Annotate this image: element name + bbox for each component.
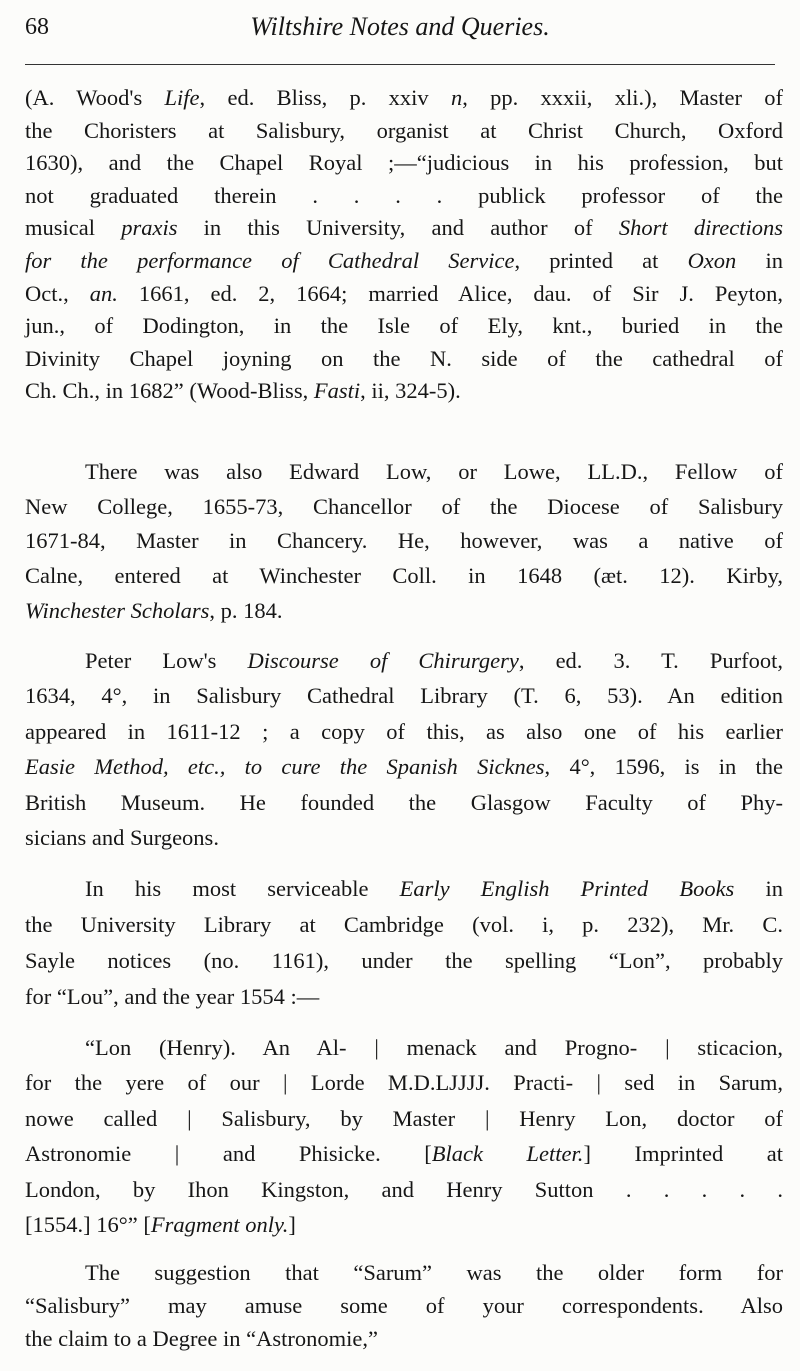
text-line	[25, 147, 783, 180]
italic-text: Short directions	[618, 215, 783, 241]
text-segment: sicians and Surgeons.	[25, 824, 219, 850]
paragraph	[25, 643, 783, 855]
italic-text: Early English Printed Books	[399, 876, 735, 901]
text-line	[25, 559, 783, 594]
italic-text: an.	[89, 280, 118, 306]
text-line	[25, 180, 783, 213]
text-segment: Peter Low's	[85, 648, 248, 673]
italic-text: Black Letter.	[431, 1141, 584, 1167]
text-segment: New College, 1655-73, Chancellor of the Diocese of Salisbury	[25, 493, 783, 519]
italic-text: Oxon	[687, 247, 737, 273]
text-line	[25, 820, 783, 855]
text-segment: , ed. Bliss, p. xxiv	[199, 85, 451, 110]
text-line	[25, 278, 783, 311]
text-segment: 1671-84, Master in Chancery. He, however, was a native of	[25, 528, 783, 554]
text-segment: “Salisbury” may amuse some of your correspondents. Also	[25, 1293, 783, 1318]
text-segment: for “Lou”, and the year 1554 :—	[25, 984, 320, 1009]
text-segment: ]	[288, 1211, 296, 1237]
text-segment: Astronomie | and Phisicke. [	[25, 1141, 432, 1167]
text-line	[25, 1136, 783, 1171]
italic-text: Fragment only.	[150, 1211, 289, 1237]
text-segment: nowe called | Salisbury, by Master | Henry Lon, doctor of	[25, 1105, 783, 1131]
text-line	[25, 1065, 783, 1100]
paragraph	[25, 1256, 783, 1355]
paragraph	[25, 871, 783, 1015]
text-line	[25, 455, 783, 490]
running-title: Wiltshire Notes and Queries.	[250, 12, 550, 41]
text-segment: in	[736, 247, 783, 273]
text-segment: the claim to a Degree in “Astronomie,”	[25, 1326, 378, 1351]
text-line	[25, 343, 783, 376]
text-line	[25, 678, 783, 713]
text-segment: in	[734, 876, 783, 901]
text-segment: Oct.,	[25, 280, 90, 306]
italic-text: praxis	[121, 215, 178, 241]
text-line	[25, 1256, 783, 1289]
text-segment: London, by Ihon Kingston, and Henry Sutton . . . . .	[25, 1176, 783, 1202]
paragraph	[25, 1030, 783, 1242]
text-segment: , p. 184.	[209, 597, 283, 623]
page-number: 68	[25, 14, 49, 40]
text-segment: Sayle notices (no. 1161), under the spelling “Lon”, probably	[25, 948, 783, 973]
italic-text: Discourse of Chirurgery	[247, 648, 519, 673]
text-line	[25, 1172, 783, 1207]
text-segment: British Museum. He founded the Glasgow Faculty of Phy-	[25, 789, 783, 815]
text-line	[25, 524, 783, 559]
text-line	[25, 749, 783, 784]
text-segment: , ed. 3. T. Purfoot,	[518, 648, 783, 673]
text-segment: 1630), and the Chapel Royal ;—“judicious in his profession, but	[25, 150, 783, 176]
text-segment: , printed at	[514, 247, 688, 273]
italic-text: Fasti	[313, 378, 361, 404]
text-line	[25, 643, 783, 678]
paragraph	[25, 82, 783, 408]
italic-text: Easie Method, etc., to cure the Spanish Sicknes	[25, 754, 545, 780]
text-segment: the University Library at Cambridge (vol. i, p. 232), Mr. C.	[25, 912, 783, 937]
text-line	[25, 1101, 783, 1136]
text-segment: Divinity Chapel joyning on the N. side of the cathedral of	[25, 345, 783, 371]
text-segment: 1661, ed. 2, 1664; married Alice, dau. of Sir J. Peyton,	[117, 280, 783, 306]
text-line	[25, 943, 783, 979]
text-segment: the Choristers at Salisbury, organist at Christ Church, Oxford	[25, 117, 783, 143]
text-segment: , 4°, 1596, is in the	[544, 754, 783, 780]
text-segment: jun., of Dodington, in the Isle of Ely, knt., buried in the	[25, 313, 783, 339]
text-line	[25, 490, 783, 525]
text-line	[25, 979, 783, 1015]
text-line	[25, 714, 783, 749]
text-segment: There was also Edward Low, or Lowe, LL.D., Fellow of	[85, 459, 783, 484]
text-segment: 1634, 4°, in Salisbury Cathedral Library (T. 6, 53). An edition	[25, 683, 783, 709]
text-line	[25, 115, 783, 148]
italic-text: for the performance of Cathedral Service	[25, 247, 515, 273]
text-line	[25, 594, 783, 629]
text-segment: (A. Wood's	[25, 85, 165, 110]
text-line	[25, 245, 783, 278]
text-line	[25, 1207, 783, 1242]
text-segment: , ii, 324-5).	[360, 378, 461, 404]
text-segment: for the yere of our | Lorde M.D.LJJJJ. Practi- | sed in Sarum,	[25, 1070, 783, 1096]
text-line	[25, 785, 783, 820]
italic-text: Life	[164, 85, 200, 110]
text-segment: Calne, entered at Winchester Coll. in 1648 (æt. 12). Kirby,	[25, 563, 783, 589]
header-rule	[25, 64, 775, 65]
text-segment: Ch. Ch., in 1682” (Wood-Bliss,	[25, 378, 314, 404]
text-segment: not graduated therein . . . . publick professor of the	[25, 182, 783, 208]
text-line	[25, 871, 783, 907]
text-segment: “Lon (Henry). An Al- | menack and Progno- | sticacion,	[85, 1035, 783, 1060]
paragraph	[25, 455, 783, 628]
text-segment: [1554.] 16°” [	[25, 1211, 151, 1237]
text-segment: appeared in 1611-12 ; a copy of this, as also one of his earlier	[25, 718, 783, 744]
text-line	[25, 907, 783, 943]
italic-text: n	[450, 85, 463, 110]
text-line	[25, 1322, 783, 1355]
text-line	[25, 1289, 783, 1322]
text-segment: in this University, and author of	[177, 215, 619, 241]
text-segment: In his most serviceable	[85, 876, 400, 901]
text-segment: ] Imprinted at	[583, 1141, 783, 1167]
text-line	[25, 310, 783, 343]
italic-text: Winchester Scholars	[25, 597, 210, 623]
text-line	[25, 375, 783, 408]
text-line	[25, 212, 783, 245]
text-segment: The suggestion that “Sarum” was the older form for	[85, 1260, 783, 1285]
text-line	[25, 1030, 783, 1065]
text-segment: musical	[25, 215, 122, 241]
text-segment: , pp. xxxii, xli.), Master of	[462, 85, 783, 110]
text-line	[25, 82, 783, 115]
